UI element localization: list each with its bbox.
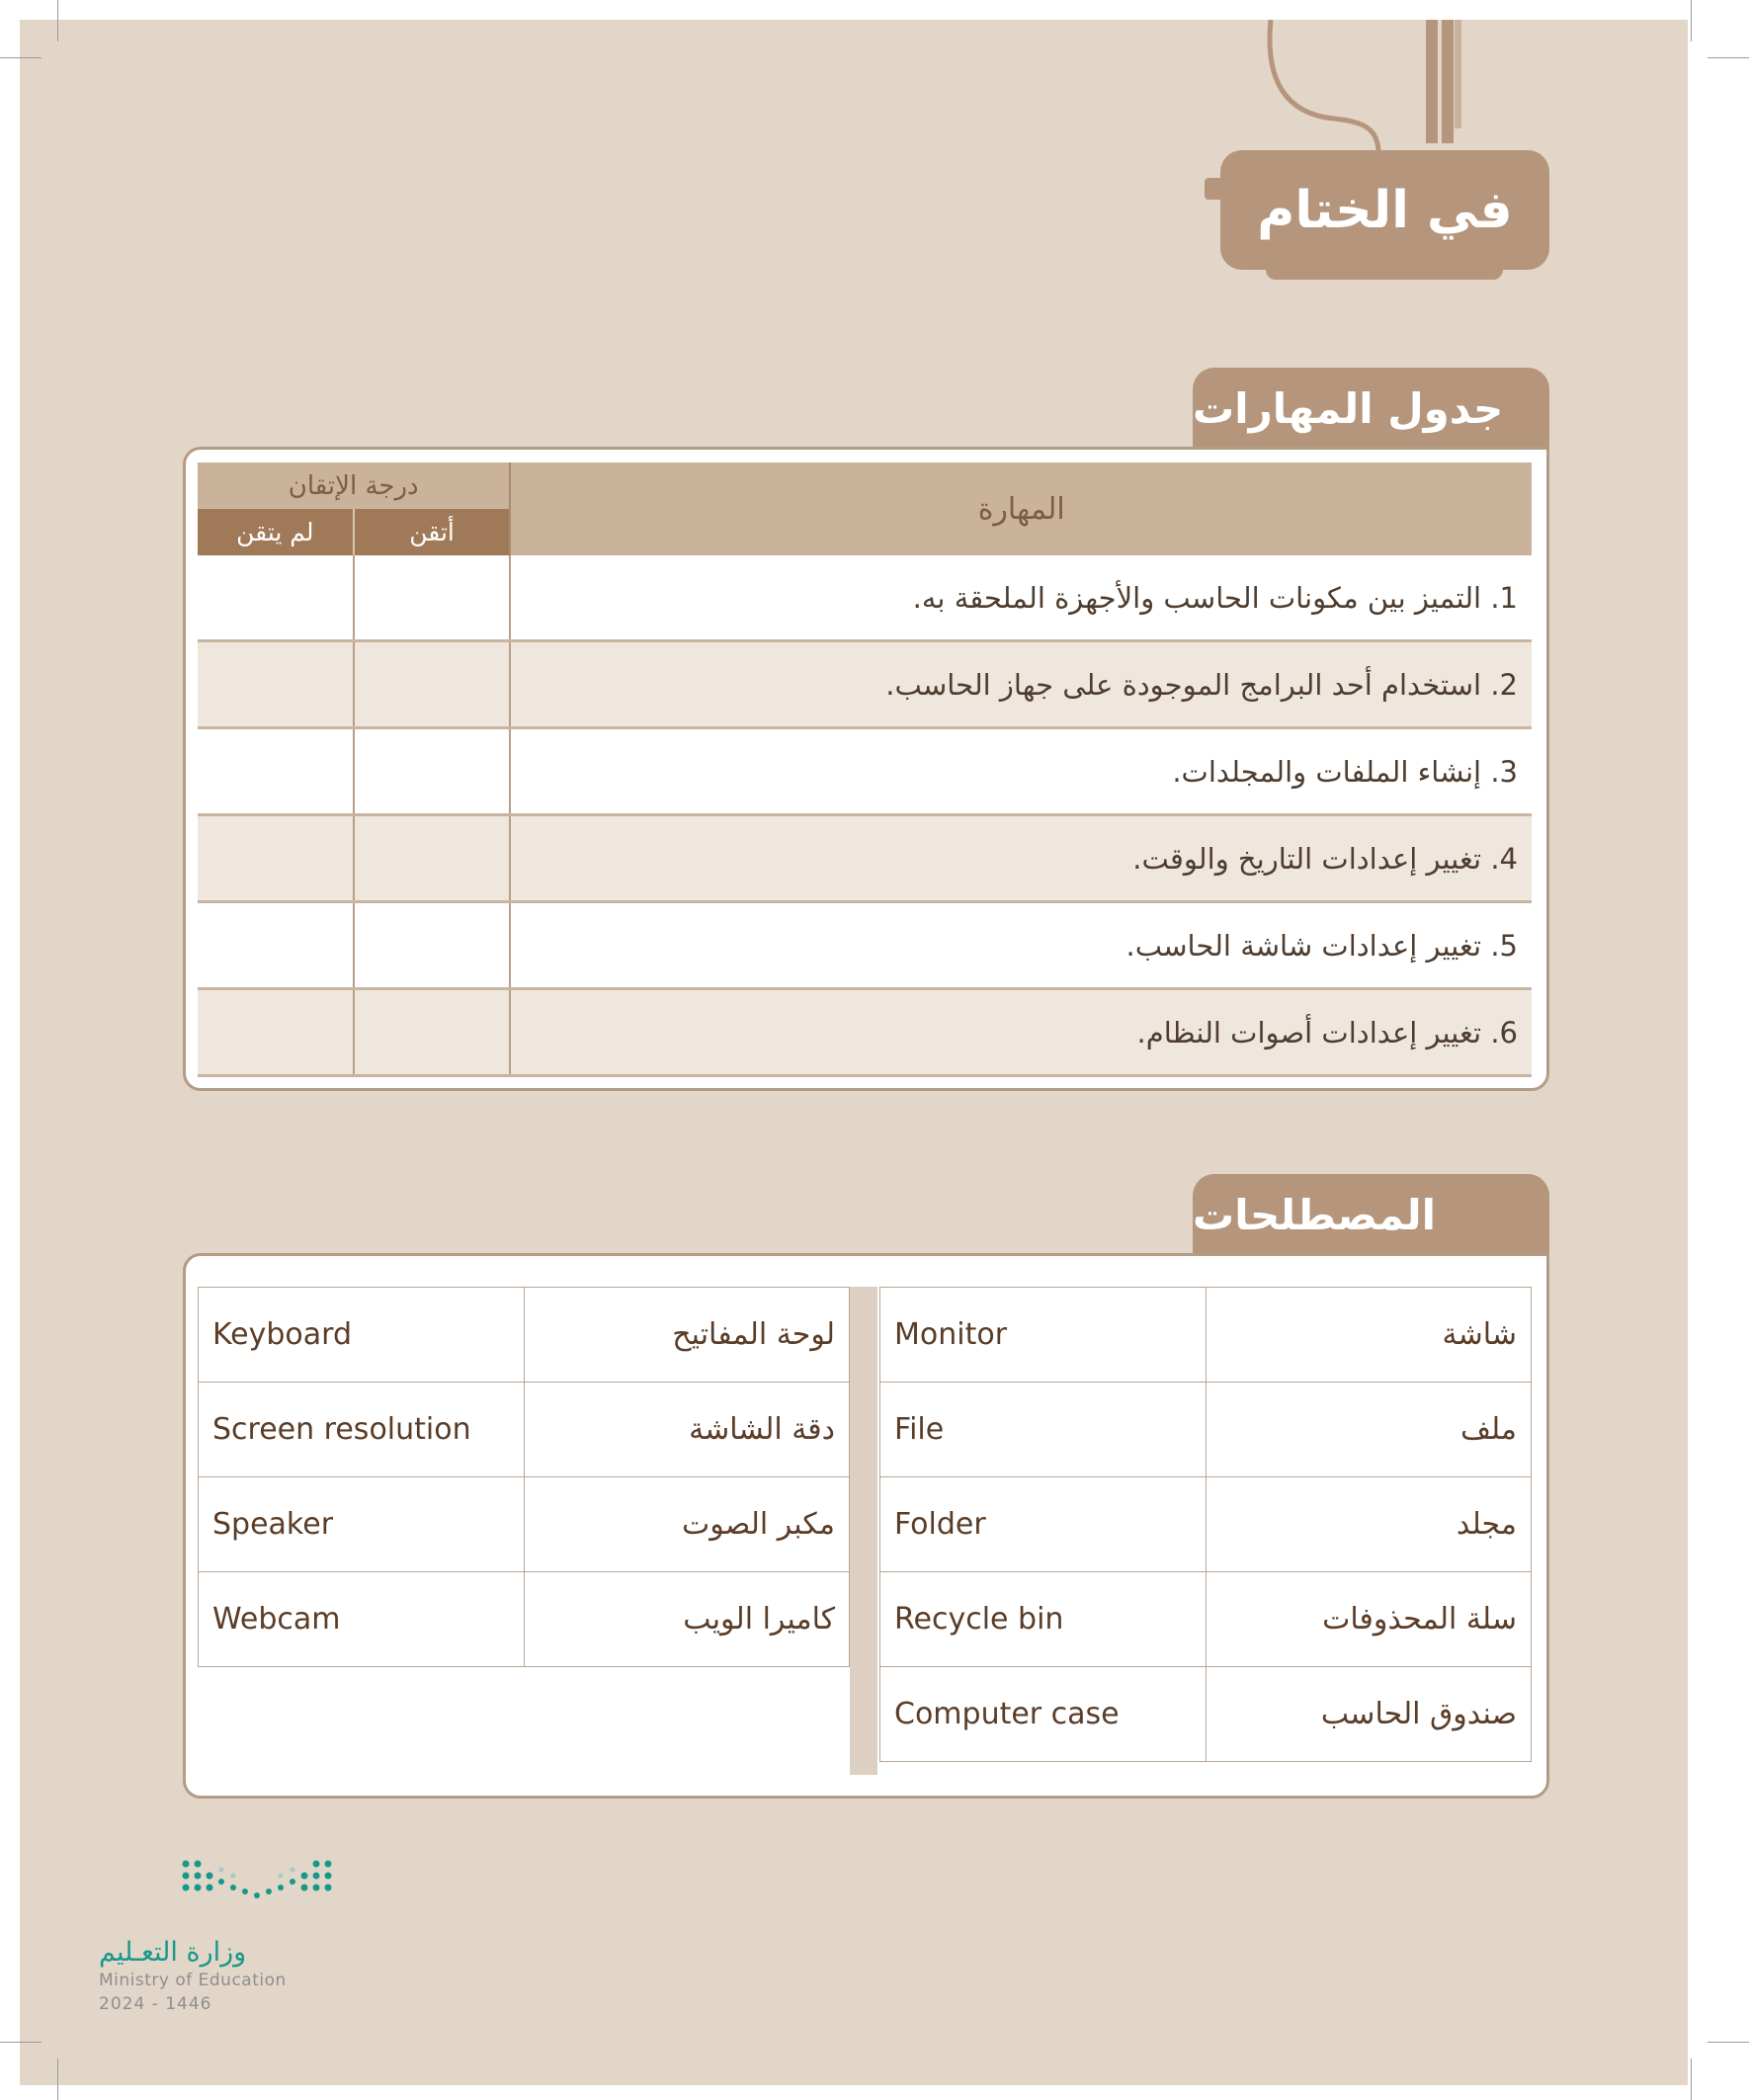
term-arabic: لوحة المفاتيح <box>524 1288 849 1383</box>
skill-text: 3. إنشاء الملفات والمجلدات. <box>510 728 1532 815</box>
crop-mark <box>1707 2042 1749 2043</box>
skills-header-level: درجة الإتقان <box>198 462 510 509</box>
mastered-checkbox-cell[interactable] <box>354 728 511 815</box>
skill-text: 4. تغيير إعدادات التاريخ والوقت. <box>510 815 1532 902</box>
ministry-name-arabic: وزارة التعـليم <box>99 1937 247 1968</box>
term-arabic: مكبر الصوت <box>524 1477 849 1572</box>
term-english: Webcam <box>199 1572 525 1667</box>
term-row <box>199 1477 850 1572</box>
skills-section-tab <box>1193 368 1549 449</box>
chapter-title: في الختام <box>1257 180 1513 240</box>
skills-header-mastered: أتقن <box>354 509 511 555</box>
skill-text: 1. التميز بين مكونات الحاسب والأجهزة الملحقة به. <box>510 555 1532 641</box>
banner-tab-base <box>1266 258 1503 280</box>
skills-row <box>198 989 1532 1076</box>
mastered-checkbox-cell[interactable] <box>354 989 511 1076</box>
terms-section-tab <box>1193 1174 1549 1255</box>
terms-column-divider <box>850 1287 877 1775</box>
term-row <box>880 1572 1532 1667</box>
term-arabic: سلة المحذوفات <box>1206 1572 1531 1667</box>
term-row <box>880 1477 1532 1572</box>
term-arabic: شاشة <box>1206 1288 1531 1383</box>
term-row <box>199 1288 850 1383</box>
term-english: Folder <box>880 1477 1207 1572</box>
mastered-checkbox-cell[interactable] <box>354 555 511 641</box>
crop-mark <box>0 57 42 58</box>
crop-mark <box>57 2058 58 2100</box>
term-english: File <box>880 1383 1207 1477</box>
term-english: Monitor <box>880 1288 1207 1383</box>
chapter-title-banner <box>1220 150 1549 270</box>
skills-table <box>198 462 1532 1077</box>
crop-mark <box>1691 0 1692 42</box>
crop-mark <box>1707 57 1749 58</box>
not-mastered-checkbox-cell[interactable] <box>198 555 354 641</box>
term-english: Recycle bin <box>880 1572 1207 1667</box>
not-mastered-checkbox-cell[interactable] <box>198 728 354 815</box>
not-mastered-checkbox-cell[interactable] <box>198 815 354 902</box>
term-row <box>880 1288 1532 1383</box>
not-mastered-checkbox-cell[interactable] <box>198 641 354 728</box>
skill-text: 2. استخدام أحد البرامج الموجودة على جهاز الحاسب. <box>510 641 1532 728</box>
skills-row <box>198 815 1532 902</box>
crop-mark <box>1691 2058 1692 2100</box>
terms-table-left <box>198 1287 850 1667</box>
term-row <box>199 1572 850 1667</box>
term-arabic: مجلد <box>1206 1477 1531 1572</box>
skill-text: 6. تغيير إعدادات أصوات النظام. <box>510 989 1532 1076</box>
ministry-logo-icon <box>178 1856 356 1915</box>
skills-section-title: جدول المهارات <box>1193 383 1504 433</box>
term-english: Keyboard <box>199 1288 525 1383</box>
ministry-name-english: Ministry of Education <box>99 1971 287 1990</box>
term-english: Screen resolution <box>199 1383 525 1477</box>
not-mastered-checkbox-cell[interactable] <box>198 902 354 989</box>
crop-mark <box>57 0 58 42</box>
term-arabic: ملف <box>1206 1383 1531 1477</box>
mastered-checkbox-cell[interactable] <box>354 815 511 902</box>
terms-table-right <box>879 1287 1532 1762</box>
term-english: Speaker <box>199 1477 525 1572</box>
crop-mark <box>0 2042 42 2043</box>
banner-tab-bump <box>1205 178 1226 200</box>
term-row <box>199 1383 850 1477</box>
skills-row <box>198 728 1532 815</box>
term-arabic: دقة الشاشة <box>524 1383 849 1477</box>
edition-year: 2024 - 1446 <box>99 1994 212 2014</box>
skills-header-not-mastered: لم يتقن <box>198 509 354 555</box>
mastered-checkbox-cell[interactable] <box>354 641 511 728</box>
term-arabic: كاميرا الويب <box>524 1572 849 1667</box>
not-mastered-checkbox-cell[interactable] <box>198 989 354 1076</box>
terms-section-title: المصطلحات <box>1193 1190 1437 1239</box>
skills-row <box>198 902 1532 989</box>
skills-header-skill: المهارة <box>510 462 1532 555</box>
term-arabic: صندوق الحاسب <box>1206 1667 1531 1762</box>
mastered-checkbox-cell[interactable] <box>354 902 511 989</box>
term-row <box>880 1667 1532 1762</box>
term-row <box>880 1383 1532 1477</box>
term-english: Computer case <box>880 1667 1207 1762</box>
skill-text: 5. تغيير إعدادات شاشة الحاسب. <box>510 902 1532 989</box>
skills-row <box>198 641 1532 728</box>
skills-row <box>198 555 1532 641</box>
